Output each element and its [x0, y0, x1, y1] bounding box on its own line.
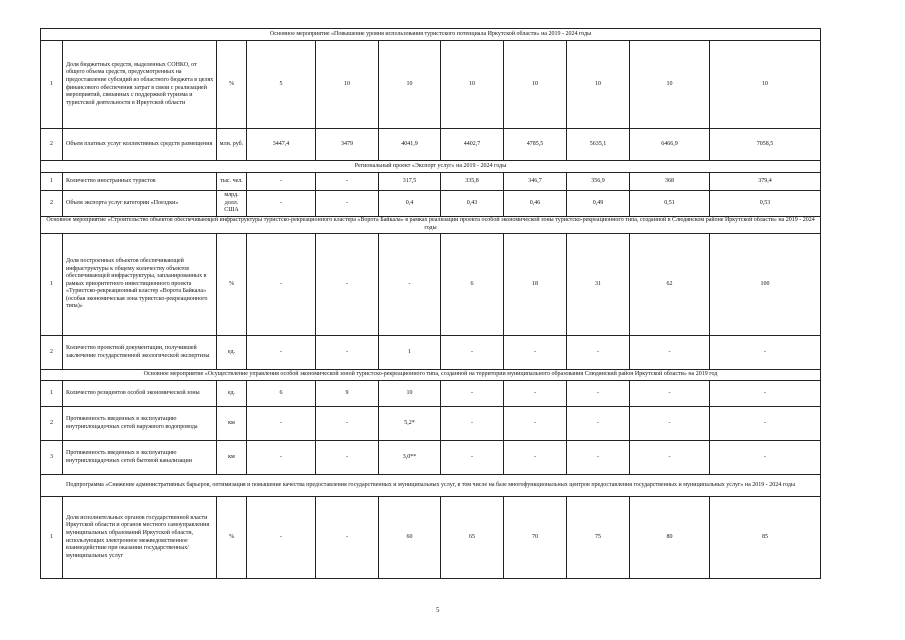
value-cell: -	[316, 441, 379, 475]
value-cell: 1	[379, 336, 441, 370]
section-heading-row	[41, 161, 821, 173]
row-number: 3	[41, 441, 63, 475]
table-row	[41, 41, 821, 129]
indicator-name: Количество иностранных туристов	[63, 173, 217, 191]
value-cell: 5	[247, 41, 316, 129]
indicator-name: Объем экспорта услуг категории «Поездки»	[63, 191, 217, 217]
value-cell: 379,4	[710, 173, 821, 191]
value-cell: 5,2*	[379, 407, 441, 441]
value-cell: -	[441, 441, 504, 475]
value-cell: 10	[316, 41, 379, 129]
table-row	[41, 441, 821, 475]
table-row	[41, 129, 821, 161]
row-number: 2	[41, 191, 63, 217]
value-cell: -	[504, 441, 567, 475]
value-cell: -	[316, 173, 379, 191]
value-cell: 0,53	[710, 191, 821, 217]
row-number: 2	[41, 336, 63, 370]
value-cell: 3,0**	[379, 441, 441, 475]
value-cell: -	[316, 191, 379, 217]
value-cell: -	[441, 381, 504, 407]
value-cell: 346,7	[504, 173, 567, 191]
value-cell: 0,46	[504, 191, 567, 217]
row-number: 1	[41, 497, 63, 579]
value-cell: -	[247, 441, 316, 475]
unit-cell: ед.	[217, 381, 247, 407]
value-cell: 60	[379, 497, 441, 579]
section-heading-row	[41, 370, 821, 381]
value-cell: -	[630, 381, 710, 407]
value-cell: 75	[567, 497, 630, 579]
row-number: 1	[41, 41, 63, 129]
value-cell: 10	[504, 41, 567, 129]
value-cell: 317,5	[379, 173, 441, 191]
value-cell: 335,8	[441, 173, 504, 191]
value-cell: 9	[316, 381, 379, 407]
value-cell: -	[247, 407, 316, 441]
value-cell: 6	[247, 381, 316, 407]
table-row	[41, 381, 821, 407]
value-cell: -	[567, 441, 630, 475]
indicators-table	[40, 28, 821, 579]
value-cell: 10	[379, 381, 441, 407]
value-cell: 3479	[316, 129, 379, 161]
value-cell: 10	[441, 41, 504, 129]
value-cell: 65	[441, 497, 504, 579]
row-number: 1	[41, 381, 63, 407]
value-cell: 7058,5	[710, 129, 821, 161]
value-cell: -	[710, 381, 821, 407]
value-cell: 70	[504, 497, 567, 579]
section-heading: Основное мероприятие «Повышение уровня использования туристского потенциала Иркутской области» на 2019 - 2024 годы	[41, 29, 821, 41]
value-cell: -	[316, 234, 379, 336]
value-cell: -	[247, 497, 316, 579]
value-cell: -	[316, 497, 379, 579]
unit-cell: км	[217, 407, 247, 441]
value-cell: 31	[567, 234, 630, 336]
value-cell: 10	[567, 41, 630, 129]
value-cell: 6466,9	[630, 129, 710, 161]
value-cell: -	[567, 381, 630, 407]
section-heading-row	[41, 29, 821, 41]
value-cell: 0,51	[630, 191, 710, 217]
value-cell: -	[379, 234, 441, 336]
indicator-name: Объем платных услуг коллективных средств размещения	[63, 129, 217, 161]
value-cell: -	[710, 336, 821, 370]
indicator-name: Количество проектной документации, получившей заключение государственной экологической экспертизы	[63, 336, 217, 370]
value-cell: -	[710, 407, 821, 441]
value-cell: 18	[504, 234, 567, 336]
row-number: 1	[41, 173, 63, 191]
value-cell: -	[316, 407, 379, 441]
unit-cell: млн. руб.	[217, 129, 247, 161]
value-cell: 80	[630, 497, 710, 579]
value-cell: -	[630, 441, 710, 475]
unit-cell: млрд. долл. США	[217, 191, 247, 217]
table-row	[41, 336, 821, 370]
value-cell: -	[441, 336, 504, 370]
value-cell: 10	[379, 41, 441, 129]
value-cell: 100	[710, 234, 821, 336]
value-cell: -	[247, 234, 316, 336]
row-number: 1	[41, 234, 63, 336]
value-cell: -	[630, 407, 710, 441]
value-cell: -	[567, 336, 630, 370]
page-number: 5	[436, 606, 440, 614]
value-cell: -	[710, 441, 821, 475]
section-heading: Подпрограмма «Снижение административных барьеров, оптимизация и повышение качества предоставления государственных и муниципальных услуг, в том числе на базе многофункциональных центров предоставления государственных и муниципальных услуг» на 2019 - 2024 годы	[41, 475, 821, 497]
table-row	[41, 497, 821, 579]
value-cell: 3447,4	[247, 129, 316, 161]
unit-cell: %	[217, 41, 247, 129]
value-cell: 4785,5	[504, 129, 567, 161]
indicator-name: Протяженность введенных в эксплуатацию внутриплощадочных сетей бытовой канализации	[63, 441, 217, 475]
value-cell: 0,43	[441, 191, 504, 217]
unit-cell: км	[217, 441, 247, 475]
unit-cell: %	[217, 497, 247, 579]
unit-cell: %	[217, 234, 247, 336]
value-cell: -	[504, 336, 567, 370]
indicator-name: Доля бюджетных средств, выделенных СОНКО, от общего объема средств, предусмотренных на предоставление субсидий из областного бюджета в целях финансового обеспечения затрат в связи с реализацией мероприятий, связанных с поддержкой туризма и туристской деятельности в Иркутской области	[63, 41, 217, 129]
value-cell: -	[567, 407, 630, 441]
value-cell: -	[441, 407, 504, 441]
table-row	[41, 234, 821, 336]
value-cell: 5635,1	[567, 129, 630, 161]
section-heading-row	[41, 217, 821, 234]
value-cell: 62	[630, 234, 710, 336]
section-heading: Основное мероприятие «Строительство объектов обеспечивающей инфраструктуры туристско-рекреационного кластера «Ворота Байкала» в рамках реализации проекта особой экономической зоны туристско-рекреационного типа, созданной в Слюдянском районе Иркутской области» на 2019 - 2024 годы	[41, 217, 821, 234]
unit-cell: ед.	[217, 336, 247, 370]
indicator-name: Протяженность введенных в эксплуатацию внутриплощадочных сетей наружного водопровода	[63, 407, 217, 441]
indicator-name: Количество резидентов особой экономической зоны	[63, 381, 217, 407]
value-cell: 356,9	[567, 173, 630, 191]
value-cell: 0,49	[567, 191, 630, 217]
table-row	[41, 407, 821, 441]
value-cell: -	[247, 336, 316, 370]
value-cell: -	[316, 336, 379, 370]
value-cell: -	[504, 407, 567, 441]
value-cell: 10	[630, 41, 710, 129]
table-row	[41, 191, 821, 217]
row-number: 2	[41, 129, 63, 161]
section-heading: Региональный проект «Экспорт услуг» на 2019 - 2024 годы	[41, 161, 821, 173]
value-cell: 0,4	[379, 191, 441, 217]
value-cell: -	[504, 381, 567, 407]
value-cell: 85	[710, 497, 821, 579]
value-cell: -	[630, 336, 710, 370]
value-cell: -	[247, 173, 316, 191]
value-cell: 4041,9	[379, 129, 441, 161]
value-cell: 4402,7	[441, 129, 504, 161]
value-cell: 6	[441, 234, 504, 336]
section-heading: Основное мероприятие «Осуществление управления особой экономической зоной туристско-рекреационного типа, созданной на территории муниципального образования Слюдянский район Иркутской области» на 2019 год	[41, 370, 821, 381]
table-row	[41, 173, 821, 191]
value-cell: 368	[630, 173, 710, 191]
indicator-name: Доля построенных объектов обеспечивающей инфраструктуры к общему количеству объектов обеспечивающей инфраструктуры, запланированных в рамках приоритетного инвестиционного проекта «Туристско-рекреационный кластер «Ворота Байкала» (особая экономическая зона туристско-рекреационного типа)»	[63, 234, 217, 336]
value-cell: -	[247, 191, 316, 217]
indicator-name: Доля исполнительных органов государственной власти Иркутской области и органов местного самоуправления муниципальных образований Иркутской области, использующих электронное межведомственное взаимодействие при оказании государственных/муниципальных услуг	[63, 497, 217, 579]
section-heading-row	[41, 475, 821, 497]
value-cell: 10	[710, 41, 821, 129]
row-number: 2	[41, 407, 63, 441]
unit-cell: тыс. чел.	[217, 173, 247, 191]
